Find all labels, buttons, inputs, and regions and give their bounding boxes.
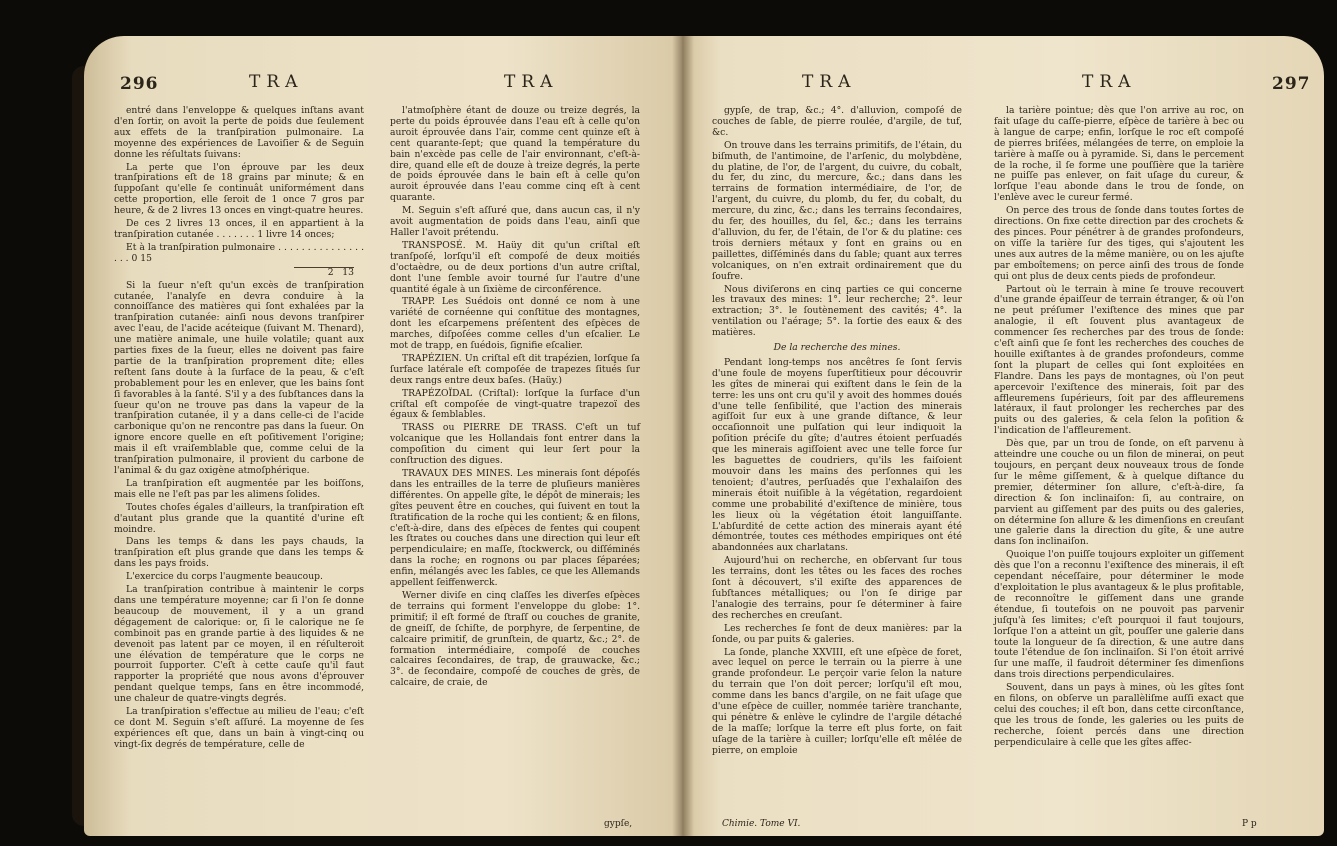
paragraph: TRAPÉZOÏDAL (Criſtal): lorſque la ſurface d'un criſtal eſt compoſée de vingt-quatre trapezoï des égaux & ſemblables.: [390, 387, 640, 421]
paragraph: Partout où le terrain à mine ſe trouve recouvert d'une grande épaiſſeur de terrain étranger, & où l'on ne peut préſumer l'exiſtence des mines que par analogie, il eſt ſouvent plus avantageux de commencer ſes recherches par des trous de ſonde: c'eſt ainſi que ſe font les recherches des couches de houille exiſtantes à de grandes profondeurs, comme ſont la plupart de celles qui ſont exploitées en Flandre. Dans les pays de montagnes, où l'on peut apercevoir l'exiſtence des minerais, ſoit par des affleuremens ſupérieurs, ſoit par des affleuremens latéraux, il faut prolonger les recherches par des puits ou des galeries, & cela ſelon la poſition & l'indication de l'affleurement.: [994, 283, 1244, 437]
paragraph: Dès que, par un trou de ſonde, on eſt parvenu à atteindre une couche ou un filon de minerai, on peut toujours, en perçant deux nouveaux trous de ſonde ſur le même giſſement, & à quelque diſtance du premier, déterminer ſon allure, c'eſt-à-dire, ſa direction & ſon inclinaiſon: ſi, au contraire, on parvient au giſſement par des puits ou des galeries, on détermine ſon allure & les dimenſions en creuſant une galerie dans la direction du gîte, & une autre dans ſon inclinaiſon.: [994, 438, 1244, 548]
paragraph: Toutes choſes égales d'ailleurs, la tranſpiration eſt d'autant plus grande que la quantité d'urine eſt moindre.: [114, 501, 364, 535]
paragraph: 2 13: [294, 267, 354, 279]
paragraph: TRASS ou PIERRE DE TRASS. C'eſt un tuf volcanique que les Hollandais font entrer dans la compoſition du ciment qui leur ſert pour la conſtruction des digues.: [390, 422, 640, 467]
paragraph: Dans les temps & dans les pays chauds, la tranſpiration eſt plus grande que dans les temps & dans les pays froids.: [114, 536, 364, 570]
paragraph: TRANSPOSÉ. M. Haüy dit qu'un criſtal eſt tranſpoſé, lorſqu'il eſt compoſé de deux moitiés d'octaèdre, ou de deux portions d'un autre criſtal, dont l'une ſemble avoir tourné ſur l'autre d'une quantité égale à un ſixième de circonférence.: [390, 239, 640, 295]
left-page-column-2: [390, 106, 640, 691]
right-page-column-1: [712, 106, 962, 759]
paragraph: entré dans l'enveloppe & quelques inſtans avant d'en ſortir, on avoit la perte de poids due ſeulement aux effets de la tranſpiration pulmonaire. La moyenne des expériences de Lavoiſier & de Seguin donne les réſultats ſuivans:: [114, 105, 364, 160]
paragraph: Aujourd'hui on recherche, en obſervant ſur tous les terrains, dont les têtes ou les faces des roches ſont à découvert, s'il exiſte des apparences de ſubſtances métalliques; ou l'on ſe dirige par l'analogie des terrains, pour ſe déterminer à faire des recherches en creuſant.: [712, 555, 962, 621]
paragraph: M. Seguin s'eſt aſſuré que, dans aucun cas, il n'y avoit augmentation de poids dans l'eau, ainſi que Haller l'avoit prétendu.: [390, 205, 640, 238]
paragraph: L'exercice du corps l'augmente beaucoup.: [126, 571, 323, 583]
paragraph: La perte que l'on éprouve par les deux tranſpirations eſt de 18 grains par minute; & en ſuppoſant qu'elle ſe continuât uniformément dans cette proportion, elle ſeroit de 1 once 7 gros par heure, & de 2 livres 13 onces en vingt-quatre heures.: [114, 161, 364, 217]
paragraph: La ſonde, planche XXVIII, eſt une eſpèce de foret, avec lequel on perce le terrain ou la pierre à une grande profondeur. Le perçoir varie ſelon la nature du terrain que l'on doit percer; lorſqu'il eſt mou, comme dans les bancs d'argile, on ne fait uſage que d'une eſpèce de cuiller, nommée tarière tranchante, qui pénètre & enlève le cylindre de l'argile détaché de la maſſe; lorſque la terre eſt plus forte, on fait uſage de la tarière à cuiller; lorſqu'elle eſt mêlée de pierre, on emploie: [712, 646, 962, 756]
page-number-left: 296: [120, 74, 159, 94]
right-page-column-2: [994, 106, 1244, 751]
running-head-right-1: TRA: [802, 72, 857, 92]
paragraph: De la recherche des mines.: [773, 342, 901, 354]
paragraph: TRAVAUX DES MINES. Les minerais ſont dépoſés dans les entrailles de la terre de pluſieurs manières différentes. On appelle gîte, le dépôt de minerais; les gîtes peuvent être en couches, qui ſuivent en tout la ſtratification de la roche qui les contient; & en filons, c'eſt-à-dire, dans des eſpèces de fentes qui coupent les ſtrates ou couches dans une direction qui leur eſt perpendiculaire; en maſſe, ſtockwerck, ou diſſéminés dans la roche; en rognons ou par places ſéparées; enfin, mélangés avec les ſables, ce que les Allemands appellent ſeiffenwerck.: [390, 468, 640, 589]
paragraph: l'atmoſphère étant de douze ou treize degrés, la perte du poids éprouvée dans l'eau eſt à celle qu'on auroit éprouvée dans l'air, comme cent quinze eſt à cent quarante-ſept; que quand la température du bain n'excède pas celle de l'air environnant, c'eſt-à-dire, quand elle eſt de douze à treize degrés, la perte de poids éprouvée dans le bain eſt à celle qu'on auroit éprouvée dans l'eau comme cinq eſt à cent quarante.: [390, 105, 640, 204]
left-page-column-1: [114, 106, 364, 753]
paragraph: Souvent, dans un pays à mines, où les gîtes ſont en filons, on obſerve un parallèliſme auſſi exact que celui des couches; il eſt bon, dans cette circonſtance, que les trous de ſonde, les galeries ou les puits de recherche, ſoient percés dans une direction perpendiculaire à celle que les gîtes affec-: [994, 682, 1244, 748]
paragraph: Pendant long-temps nos ancêtres ſe ſont ſervis d'une foule de moyens ſuperſtitieux pour découvrir les gîtes de minerai qui exiſtent dans le ſein de la terre: les uns ont cru qu'il y avoit des hommes doués d'une telle ſenſibilité, que l'action des minerais agiſſoit ſur eux à une grande diſtance, & leur occaſionnoit une pulſation qui leur indiquoit la poſition préciſe du gîte; d'autres étoient perſuadés que les minerais agiſſoient avec une telle force ſur les baguettes de coudriers, qu'ils les faiſoient mouvoir dans les mains des perſonnes qui les tenoient; d'autres, perſuadés que l'exhalaiſon des minerais étoit nuiſible à la végétation, regardoient comme une probabilité d'exiſtence de minière, tous les lieux où la végétation étoit languiſſante. L'abſurdité de cette action des minerais ayant été démontrée, toutes ces méthodes empiriques ont été abandonnées aux charlatans.: [712, 356, 962, 554]
paragraph: On trouve dans les terrains primitifs, de l'étain, du biſmuth, de l'antimoine, de l'arſenic, du molybdène, du platine, de l'or, de l'argent, du cuivre, du cobalt, du fer, du zinc, du mercure, &c.; dans dans les terrains de formation intermédiaire, de l'or, de l'argent, du cuivre, du plomb, du fer, du cobalt, du mercure, du zinc, &c.; dans les terrains ſecondaires, du fer, des houilles, du ſel, &c.; dans les terrains d'alluvion, du fer, de l'étain, de l'or & du platine: ces trois derniers métaux y ſont en grains ou en paillettes, diſſéminés dans du ſable; quant aux terres volcaniques, on n'en extrait ordinairement que du ſoufre.: [712, 139, 962, 282]
book-gutter: [672, 36, 694, 836]
paragraph: la tarière pointue; dès que l'on arrive au roc, on fait uſage du caſſe-pierre, eſpèce de tarière à bec ou à langue de carpe; enfin, lorſque le roc eſt compoſé de pierres briſées, mélangées de terre, on emploie la tarière à maſſe ou à pyramide. Si, dans le percement de la roche, il ſe forme une pouſſière que la tarière ne puiſſe pas enlever, on fait uſage du cureur, & lorſque l'eau abonde dans le trou de ſonde, on l'enlève avec le cureur fermé.: [994, 105, 1244, 204]
right-page: [682, 36, 1324, 836]
paragraph: gypſe, de trap, &c.; 4°. d'alluvion, compoſé de couches de ſable, de pierre roulée, d'argile, de tuf, &c.: [712, 105, 962, 138]
paragraph: Quoique l'on puiſſe toujours exploiter un giſſement dès que l'on a reconnu l'exiſtence des minerais, il eſt cependant néceſſaire, pour déterminer le mode d'exploitation le plus avantageux & le plus profitable, de reconnoître le giſſement dans une grande étendue, ſi toutefois on ne pouvoit pas parvenir juſqu'à ſes limites; c'eſt pourquoi il faut toujours, lorſque l'on a atteint un gît, pouſſer une galerie dans toute la longueur de ſa direction, & une autre dans toute l'étendue de ſon inclinaiſon. Si l'on étoit arrivé ſur une maſſe, il faudroit déterminer ſes dimenſions dans trois directions perpendiculaires.: [994, 549, 1244, 681]
paragraph: TRAPÉZIEN. Un criſtal eſt dit trapézien, lorſque ſa ſurface latérale eſt compoſée de trapezes ſitués ſur deux rangs entre deux baſes. (Haüy.): [390, 352, 640, 386]
page-number-right: 297: [1272, 74, 1311, 94]
paragraph: De ces 2 livres 13 onces, il en appartient à la tranſpiration cutanée . . . . . . . 1 livre 14 onces;: [114, 218, 364, 240]
paragraph: La tranſpiration s'effectue au milieu de l'eau; c'eſt ce dont M. Seguin s'eſt aſſuré. La moyenne de ſes expériences eſt que, dans un bain à vingt-cinq ou vingt-ſix degrés de température, celle de: [114, 706, 364, 750]
left-page: [84, 36, 682, 836]
paragraph: On perce des trous de ſonde dans toutes ſortes de directions. On fixe cette direction par des crochets & des pinces. Pour pénétrer à de grandes profondeurs, on viſſe la tarière ſur des tiges, qui s'ajoutent les unes aux autres de la même manière, ou on les ajuſte par emboîtemens; on perce ainſi des trous de ſonde qui ont plus de deux cents pieds de profondeur.: [994, 205, 1244, 282]
paragraph: Nous diviſerons en cinq parties ce qui concerne les travaux des mines: 1°. leur recherche; 2°. leur extraction; 3°. le ſoutènement des cavités; 4°. la ventilation ou l'aérage; 5°. la ſortie des eaux & des matières.: [712, 283, 962, 339]
running-head-left-1: TRA: [249, 72, 304, 92]
footer-volume: Chimie. Tome VI.: [722, 819, 801, 829]
paragraph: Et à la tranſpiration pulmonaire . . . . . . . . . . . . . . . . . . 0 15: [114, 241, 364, 264]
paragraph: La tranſpiration contribue à maintenir le corps dans une température moyenne; car ſi l'on ſe donne beaucoup de mouvement, il y a un grand dégagement de calorique: or, ſi le calorique ne ſe combinoit pas en grande partie à des liquides & ne devenoit pas latent par ce moyen, il en réſulteroit une élévation de température que le corps ne pourroit ſupporter. C'eſt à cette cauſe qu'il faut rapporter la propriété que nous avons d'éprouver pendant quelque temps, ſans en être incommodé, une chaleur de quatre-vingts degrés.: [114, 584, 364, 705]
running-head-left-2: TRA: [504, 72, 559, 92]
paragraph: Si la ſueur n'eſt qu'un excès de tranſpiration cutanée, l'analyſe en devra conduire à la connoiſſance des matières qui ſont exhalées par la tranſpiration cutanée: ainſi nous devons tranſpirer avec l'eau, de l'acide acéteique (ſuivant M. Thenard), une matière animale, une huile volatile; quant aux parties fixes de la ſueur, elles ne doivent pas faire partie de la tranſpiration proprement dite; elles reſtent ſans doute à la ſurface de la peau, & c'eſt probablement pour les en enlever, que les bains ſont ſi favorables à la ſanté. S'il y a des ſubſtances dans la ſueur qu'on ne trouve pas dans la vapeur de la tranſpiration cutanée, il y a dans celle-ci de l'acide carbonique qu'on ne rencontre pas dans la ſueur. On ignore encore quelle en eſt poſitivement l'origine; mais il eſt vraiſemblable que, comme celui de la tranſpiration pulmonaire, il provient du carbone de l'animal & du gaz oxigène atmoſphérique.: [114, 279, 364, 476]
paragraph: TRAPP. Les Suédois ont donné ce nom à une variété de cornéenne qui conſtitue des montagnes, dont les eſcarpemens préſentent des eſpèces de marches, diſpoſées comme celles d'un eſcalier. Le mot de trapp, en ſuédois, ſignifie eſcalier.: [390, 296, 640, 352]
signature-mark: P p: [1242, 819, 1257, 829]
open-book: [84, 36, 1324, 841]
catchword-left: gypſe,: [604, 819, 633, 829]
paragraph: La tranſpiration eſt augmentée par les boiſſons, mais elle ne l'eſt pas par les alimens ſolides.: [114, 477, 364, 500]
paragraph: Werner diviſe en cinq claſſes les diverſes eſpèces de terrains qui forment l'enveloppe du globe: 1°. primitif; il eſt formé de ſtraſſ ou couches de granite, de gneiſſ, de ſchiſte, de porphyre, de ſerpentine, de calcaire primitif, de grunſtein, de quartz, &c.; 2°. de formation intermédiaire, compoſé de couches calcaires ſecondaires, de trap, de grauwacke, &c.; 3°. de ſecondaire, compoſé de couches de grès, de calcaire, de craie, de: [390, 589, 640, 689]
running-head-right-2: TRA: [1082, 72, 1137, 92]
paragraph: Les recherches ſe font de deux manières: par la ſonde, ou par puits & galeries.: [712, 622, 962, 645]
